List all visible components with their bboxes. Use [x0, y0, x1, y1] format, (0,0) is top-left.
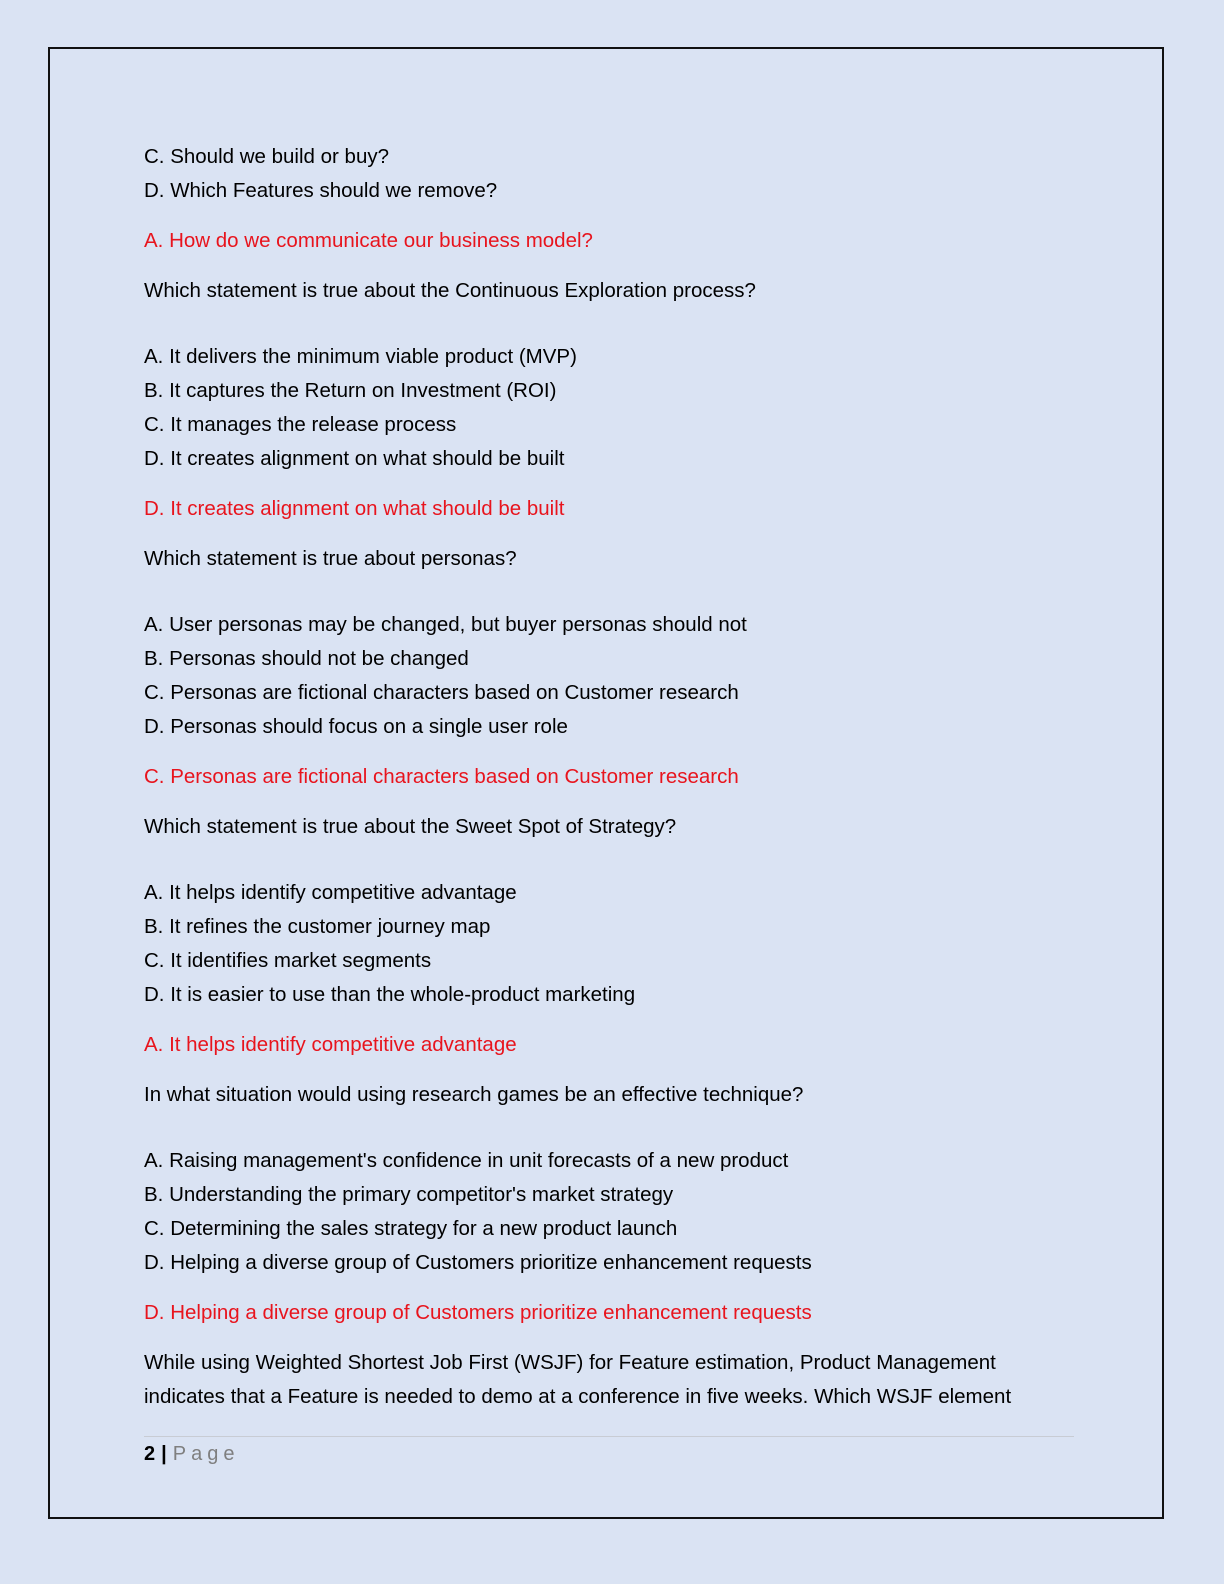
option-line: C. Determining the sales strategy for a new product launch [144, 1217, 678, 1240]
option-line: C. Personas are fictional characters based on Customer research [144, 681, 739, 704]
footer-separator: | [161, 1443, 167, 1465]
answer-line: A. How do we communicate our business model? [144, 229, 593, 252]
option-line: D. It creates alignment on what should be built [144, 447, 565, 470]
footer-divider [144, 1436, 1074, 1437]
page-content [144, 140, 1074, 1414]
option-line: B. Personas should not be changed [144, 647, 469, 670]
question-paragraph: While using Weighted Shortest Job First (WSJF) for Feature estimation, Product Management indicates that a Feature is needed to demo at a conference in five weeks. Which WSJF element [144, 1351, 1012, 1408]
option-line: B. Understanding the primary competitor's market strategy [144, 1183, 674, 1206]
option-line: C. It manages the release process [144, 413, 457, 436]
option-line: D. Which Features should we remove? [144, 179, 498, 202]
question-line: Which statement is true about personas? [144, 547, 517, 570]
option-line: D. It is easier to use than the whole-product marketing [144, 983, 636, 1006]
question-line: Which statement is true about the Continuous Exploration process? [144, 279, 756, 302]
option-line: A. It delivers the minimum viable product (MVP) [144, 345, 577, 368]
option-line: B. It refines the customer journey map [144, 915, 491, 938]
page-number: 2 [144, 1443, 156, 1465]
option-line: C. It identifies market segments [144, 949, 432, 972]
option-line: C. Should we build or buy? [144, 145, 390, 168]
option-line: A. It helps identify competitive advantage [144, 881, 517, 904]
answer-line: D. Helping a diverse group of Customers prioritize enhancement requests [144, 1301, 812, 1324]
page-label: Page [172, 1443, 240, 1465]
answer-line: A. It helps identify competitive advantage [144, 1033, 517, 1056]
option-line: D. Personas should focus on a single user role [144, 715, 568, 738]
option-line: B. It captures the Return on Investment (ROI) [144, 379, 557, 402]
option-line: A. Raising management's confidence in unit forecasts of a new product [144, 1149, 789, 1172]
question-line: In what situation would using research games be an effective technique? [144, 1083, 804, 1106]
answer-line: C. Personas are fictional characters based on Customer research [144, 765, 739, 788]
option-line: A. User personas may be changed, but buyer personas should not [144, 613, 747, 636]
question-line: Which statement is true about the Sweet Spot of Strategy? [144, 815, 677, 838]
answer-line: D. It creates alignment on what should be built [144, 497, 565, 520]
page-footer [144, 1440, 239, 1468]
option-line: D. Helping a diverse group of Customers prioritize enhancement requests [144, 1251, 812, 1274]
